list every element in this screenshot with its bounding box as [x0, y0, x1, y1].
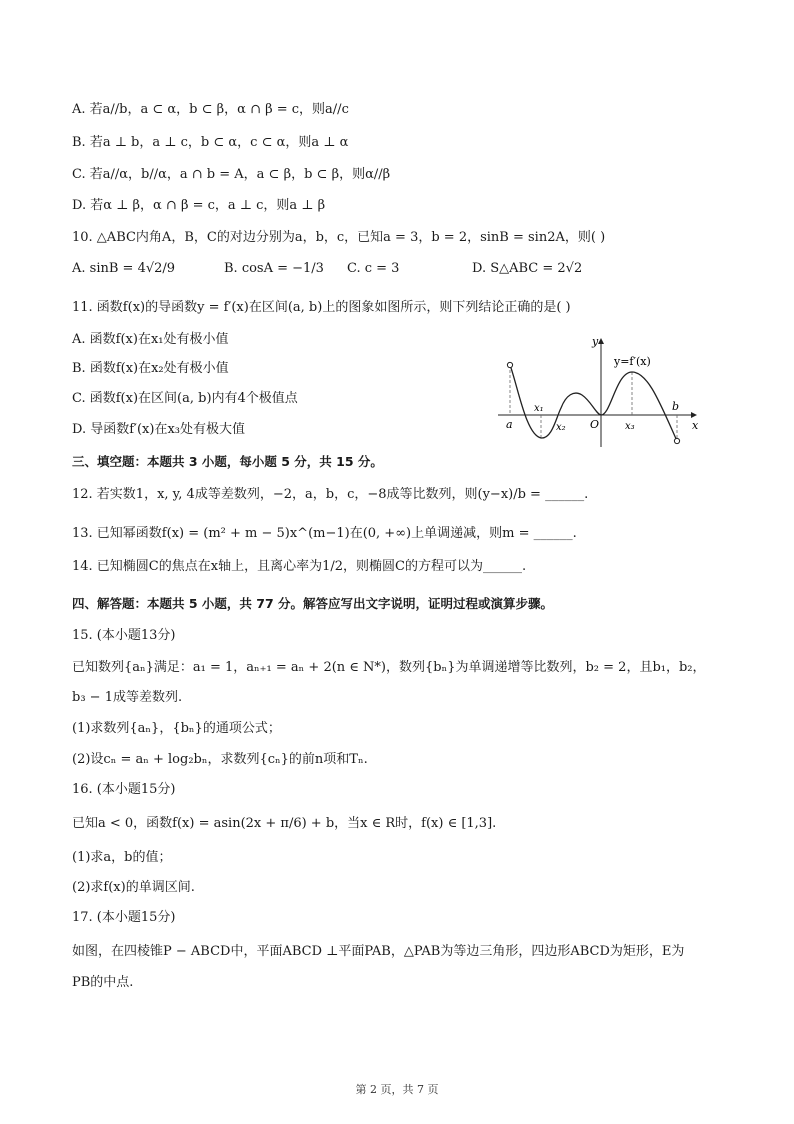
q10-options — [72, 261, 712, 281]
q11-option-d: D. 导函数f′(x)在x₃处有极大值 — [72, 422, 246, 437]
q9-option-b: B. 若a ⊥ b，a ⊥ c，b ⊂ α，c ⊂ α，则a ⊥ α — [72, 135, 349, 150]
page-footer: 第 2 页，共 7 页 — [355, 1083, 439, 1096]
q11-option-a: A. 函数f(x)在x₁处有极小值 — [72, 332, 229, 347]
q17-line2: PB的中点. — [72, 975, 134, 990]
open-endpoint-b — [674, 438, 679, 443]
q16-part2: (2)求f(x)的单调区间. — [72, 880, 195, 895]
q12-text: 12. 若实数1，x, y, 4成等差数列，−2，a，b，c，−8成等比数列，则(y−x)/b = ______. — [72, 487, 589, 502]
x3-label: x₃ — [625, 421, 635, 432]
q15-line1: 已知数列{aₙ}满足：a₁ = 1，aₙ₊₁ = aₙ + 2(n ∈ N*)，数列{bₙ}为单调递增等比数列，b₂ = 2，且b₁，b₂， — [72, 660, 706, 675]
q10-option-b: B. cosA = −1/3 — [224, 261, 324, 276]
q10-option-a: A. sinB = 4√2/9 — [72, 261, 176, 276]
q9-option-c: C. 若a//α，b//α，a ∩ b = A，a ⊂ β，b ⊂ β，则α//β — [72, 167, 391, 182]
q10-stem: 10. △ABC内角A，B，C的对边分别为a，b，c，已知a = 3，b = 2，sinB = sin2A，则( ) — [72, 230, 606, 245]
q13-text: 13. 已知幂函数f(x) = (m² + m − 5)x^(m−1)在(0, +∞)上单调递减，则m = ______. — [72, 526, 577, 541]
q14-text: 14. 已知椭圆C的焦点在x轴上，且离心率为1/2，则椭圆C的方程可以为______. — [72, 559, 527, 574]
q16-line1: 已知a < 0，函数f(x) = asin(2x + π/6) + b，当x ∈ R时，f(x) ∈ [1,3]. — [72, 816, 497, 831]
q16-heading: 16. (本小题15分) — [72, 782, 176, 797]
q9-option-d: D. 若α ⊥ β，α ∩ β = c，a ⊥ c，则a ⊥ β — [72, 198, 326, 213]
q11-option-b: B. 函数f(x)在x₂处有极小值 — [72, 361, 229, 376]
derivative-graph — [496, 335, 702, 450]
origin-label: O — [590, 418, 600, 431]
b-label: b — [672, 400, 680, 413]
q15-heading: 15. (本小题13分) — [72, 628, 176, 643]
x2-label: x₂ — [556, 422, 566, 433]
q15-part1: (1)求数列{aₙ}，{bₙ}的通项公式； — [72, 721, 281, 736]
section-3-heading: 三、填空题：本题共 3 小题，每小题 5 分，共 15 分。 — [72, 454, 383, 469]
q17-line1: 如图，在四棱锥P − ABCD中，平面ABCD ⊥平面PAB，△PAB为等边三角形，四边形ABCD为矩形，E为 — [72, 944, 685, 959]
q17-heading: 17. (本小题15分) — [72, 910, 176, 925]
q15-line2: b₃ − 1成等差数列. — [72, 690, 183, 705]
section-4-heading: 四、解答题：本题共 5 小题，共 77 分。解答应写出文字说明，证明过程或演算步骤。 — [72, 596, 554, 611]
y-axis-label: y — [592, 335, 599, 348]
x1-label: x₁ — [534, 403, 544, 414]
q9-option-a: A. 若a//b，a ⊂ α，b ⊂ β，α ∩ β = c，则a//c — [72, 102, 349, 117]
a-label: a — [506, 418, 513, 431]
q15-part2: (2)设cₙ = aₙ + log₂bₙ，求数列{cₙ}的前n项和Tₙ. — [72, 752, 368, 767]
open-endpoint-a — [507, 362, 512, 367]
q11-option-c: C. 函数f(x)在区间(a, b)内有4个极值点 — [72, 391, 298, 406]
q10-option-d: D. S△ABC = 2√2 — [472, 261, 583, 276]
curve-label: y=f′(x) — [614, 355, 651, 368]
q10-option-c: C. c = 3 — [347, 261, 400, 276]
x-axis-label: x — [692, 419, 699, 432]
q11-stem: 11. 函数f(x)的导函数y = f′(x)在区间(a, b)上的图象如图所示，则下列结论正确的是( ) — [72, 300, 571, 315]
q16-part1: (1)求a，b的值； — [72, 850, 172, 865]
